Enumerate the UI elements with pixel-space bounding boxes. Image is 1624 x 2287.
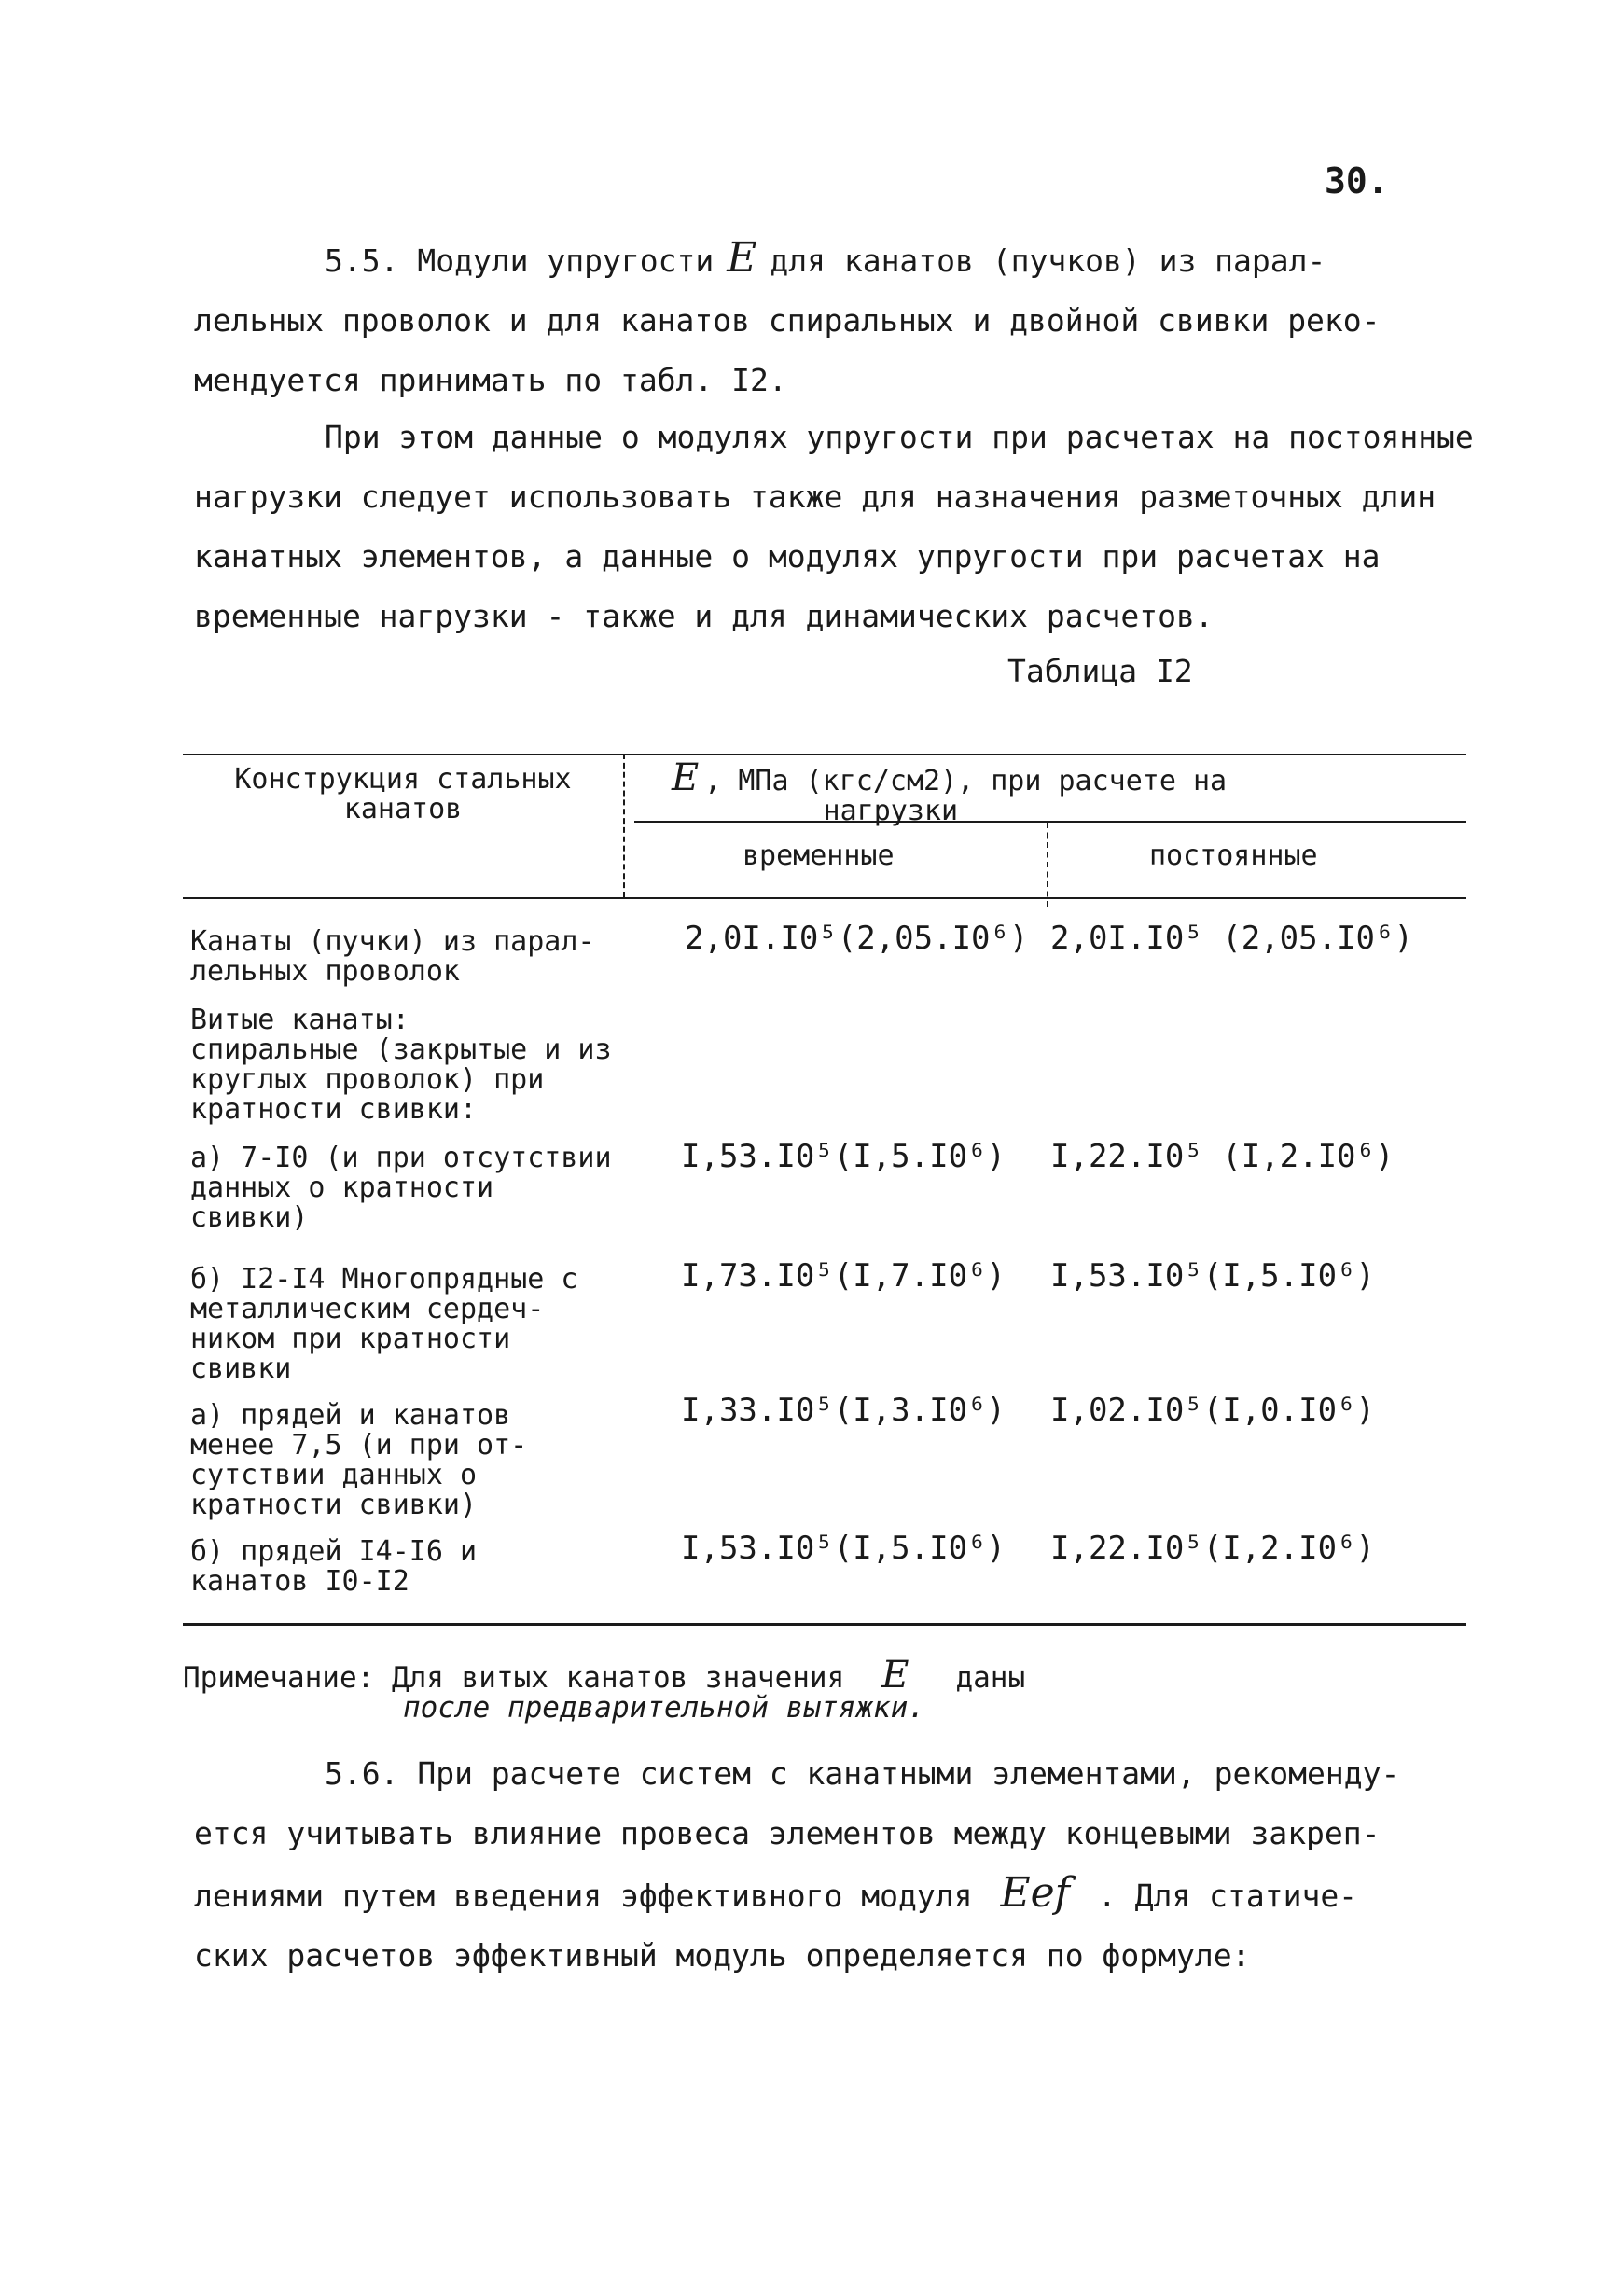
- table-bottom-rule: [183, 1623, 1466, 1626]
- section-5-6-line-3-after: . Для статиче-: [1097, 1878, 1358, 1914]
- section-5-6-paragraph: [194, 1744, 1444, 1986]
- row-temporary-value: I,33.I0⁵(I,3.I0⁶): [681, 1392, 1006, 1429]
- intro-line-2: нагрузки следует использовать также для назначения разметочных длин: [194, 478, 1437, 515]
- note-symbol-e: E: [881, 1654, 909, 1697]
- header-modulus: [672, 756, 1228, 827]
- header-temporary: временные: [743, 839, 895, 872]
- row-temporary-value: I,53.I0⁵(I,5.I0⁶): [681, 1138, 1006, 1175]
- row-permanent-value: I,22.I0⁵(I,2.I0⁶): [1050, 1530, 1375, 1567]
- note-line-1: [183, 1654, 1026, 1697]
- table-caption: Таблица I2: [1007, 653, 1193, 689]
- note-line-2: после предварительной вытяжки.: [403, 1691, 925, 1725]
- page-number: 30.: [1325, 160, 1389, 201]
- row-permanent-value: I,22.I0⁵ (I,2.I0⁶): [1050, 1138, 1395, 1175]
- table-note: [183, 1654, 1026, 1725]
- row-temporary-value: I,53.I0⁵(I,5.I0⁶): [681, 1530, 1006, 1567]
- effective-modulus-symbol: Eef: [1000, 1869, 1070, 1917]
- header-modulus-symbol: E: [672, 756, 700, 799]
- table-subcol-divider: [1047, 823, 1048, 907]
- section-5-6-line-1: 5.6. При расчете систем с канатными элементами, рекоменду-: [325, 1755, 1400, 1792]
- header-construction: Конструкция стальных канатов: [234, 763, 572, 825]
- row-permanent-value: I,02.I0⁵(I,0.I0⁶): [1050, 1392, 1375, 1429]
- intro-paragraph: [194, 408, 1474, 646]
- row-description: а) прядей и канатов менее 7,5 (и при от- сутствии данных о кратности свивки): [190, 1399, 528, 1521]
- intro-line-4: временные нагрузки - также и для динамических расчетов.: [194, 598, 1214, 634]
- row-description: а) 7-I0 (и при отсутствии данных о кратности свивки): [190, 1142, 612, 1234]
- row-description: Канаты (пучки) из парал- лельных проволок: [190, 925, 595, 988]
- section-5-6-line-3-before: лениями путем введения эффективного модуля: [194, 1878, 973, 1914]
- table-header-bottom-rule: [183, 897, 1466, 899]
- section-5-5-line-2: лельных проволок и для канатов спиральных и двойной свивки реко-: [194, 302, 1381, 339]
- section-5-6-line-2: ется учитывать влияние провеса элементов между концевыми закреп-: [194, 1815, 1381, 1851]
- table-col-divider: [623, 754, 625, 897]
- section-5-5-line-1: [194, 229, 1444, 291]
- row-permanent-value: I,53.I0⁵(I,5.I0⁶): [1050, 1257, 1375, 1295]
- header-permanent: постоянные: [1149, 839, 1318, 872]
- note-label: Примечание:: [183, 1661, 375, 1695]
- section-5-6-line-4: ских расчетов эффективный модуль определяется по формуле:: [194, 1937, 1251, 1974]
- row-permanent-value: 2,0I.I0⁵ (2,05.I0⁶): [1050, 920, 1413, 957]
- intro-line-1: При этом данные о модулях упругости при расчетах на постоянные: [325, 419, 1474, 455]
- row-description: б) прядей I4-I6 и канатов I0-I2: [190, 1535, 478, 1598]
- table-top-rule: [183, 754, 1466, 755]
- row-description: б) I2-I4 Многопрядные с металлическим сердеч- ником при кратности свивки: [190, 1263, 578, 1385]
- row-temporary-value: I,73.I0⁵(I,7.I0⁶): [681, 1257, 1006, 1295]
- note-text-before: Для витых канатов значения: [391, 1661, 845, 1695]
- section-5-5-text-a: 5.5. Модули упругости: [325, 243, 715, 279]
- section-5-6-line-3: [194, 1864, 1444, 1926]
- intro-line-3: канатных элементов, а данные о модулях упругости при расчетах на: [194, 538, 1381, 575]
- header-modulus-text: , МПа (кгс/см2), при расчете на нагрузки: [704, 765, 1228, 827]
- section-5-5-text-b: для канатов (пучков) из парал-: [770, 243, 1326, 279]
- section-5-5-paragraph: [194, 229, 1444, 410]
- row-description: Витые канаты: спиральные (закрытые и из круглых проволок) при кратности свивки:: [190, 1004, 612, 1126]
- row-temporary-value: 2,0I.I0⁵(2,05.I0⁶): [685, 920, 1029, 957]
- section-5-5-line-3: мендуется принимать по табл. I2.: [194, 362, 787, 398]
- note-text-after: даны: [955, 1661, 1026, 1695]
- modulus-symbol-e: E: [727, 234, 757, 282]
